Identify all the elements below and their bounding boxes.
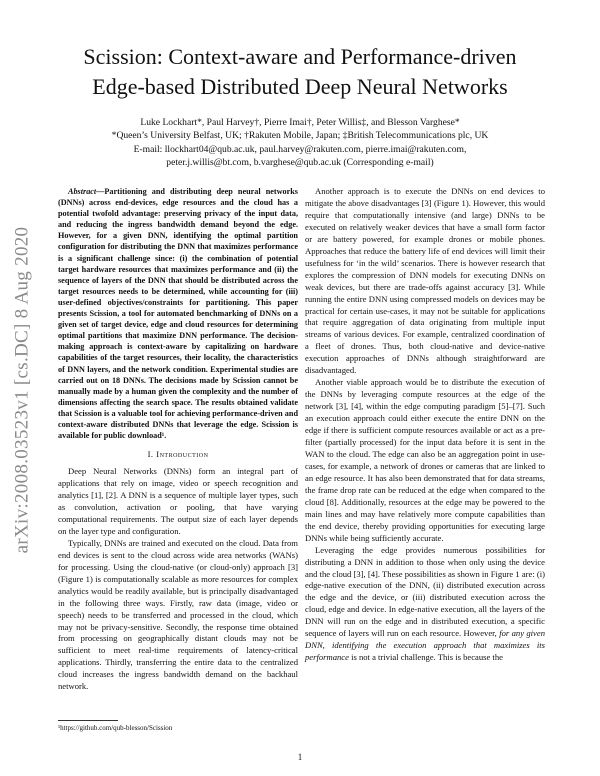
- right-paragraph-3-end: is not a trivial challenge. This is because the: [348, 652, 503, 663]
- intro-paragraph-1: Deep Neural Networks (DNNs) form an integral part of applications that rely on image, video or speech recognition and analytics [1], [2]. A DNN is a sequence of multiple layer types, such as convolution, activation or pooling, that have varying computational requirements. The output size of each layer depends on the layer type and configuration.: [58, 466, 298, 536]
- arxiv-identifier-stamp: [4, 190, 40, 590]
- right-paragraph-3-italic: for any given DNN, identifying the execution approach that maximizes its performance: [305, 628, 545, 663]
- left-column: [58, 186, 298, 693]
- author-names: Luke Lockhart*, Paul Harvey†, Pierre Imai†, Peter Willis‡, and Blesson Varghese*: [140, 117, 460, 128]
- right-paragraph-2: Another viable approach would be to distribute the execution of the DNNs by leveraging compute resources at the edge of the network [3], [4], within the edge computing paradigm [5]–[7]. Such an execution approach could either execute the entire DNN on the edge if there is sufficient compute resources available or act as a pre-filter (partially processed) for the input data before it is sent in the WAN to the cloud. The edge can also be an aggregation point in use-cases, for example, a network of drones or cameras that are linked to an edge resource. It has also been demonstrated that for data streams, the frame drop rate can be reduced at the edge when compared to the cloud [8]. Additionally, resources at the edge may be powered to the main lines and may have relatively more compute capabilities than the end device, thereby providing opportunities for executing large DNNs while being sufficiently accurate.: [305, 377, 545, 543]
- footnote: ¹https://github.com/qub-blesson/Scission: [58, 724, 173, 732]
- author-affiliations: *Queen’s University Belfast, UK; †Rakuten Mobile, Japan; ‡British Telecommunications plc, UK: [111, 130, 489, 142]
- abstract-lead: Abstract—: [68, 187, 105, 196]
- intro-paragraph-2: Typically, DNNs are trained and executed on the cloud. Data from end devices is sent to the cloud across wide area networks (WANs) for processing. Using the cloud-native (or cloud-only) approach [3] (Figure 1) is computationally scalable as more resources for complex analytics would be readily available, but is principally disadvantaged in the following three ways. Firstly, raw data (image, video or speech) needs to be transferred and processed in the cloud, which may not be privacy-sensitive. Secondly, the response time obtained from processing on geographically distant clouds may not be sufficient to meet real-time requirements of latency-critical applications. Thirdly, transferring the entire data to the centralized cloud increases the ingress bandwidth demand on the backhaul network.: [58, 537, 298, 692]
- paper-title: [40, 42, 560, 102]
- author-emails-line-1: E-mail: llockhart04@qub.ac.uk, paul.harvey@rakuten.com, pierre.imai@rakuten.com,: [133, 143, 467, 155]
- author-emails-line-2: peter.j.willis@bt.com, b.varghese@qub.ac.uk (Corresponding e-mail): [166, 157, 434, 169]
- right-column: [305, 186, 545, 664]
- abstract-body: Partitioning and distributing deep neural networks (DNNs) across end-devices, edge resources and the cloud has a potential twofold advantage: preserving privacy of the input data, and reducing the ingress bandwidth demand beyond the edge. However, for a given DNN, identifying the optimal partition configuration for distributing the DNN that maximizes performance is a significant challenge since: (i) the combination of potential target hardware resources that maximizes performance and (ii) the sequence of layers of the DNN that should be distributed across the target resources needs to be determined, while accounting for (iii) user-defined objectives/constraints for partitioning. This paper presents Scission, a tool for automated benchmarking of DNNs on a given set of target device, edge and cloud resources for determining optimal partitions that maximize DNN performance. The decision-making approach is context-aware by capitalizing on hardware capabilities of the target resources, their locality, the characteristics of DNN layers, and the network condition. Experimental studies are carried out on 18 DNNs. The decisions made by Scission cannot be manually made by a human given the complexity and the number of dimensions affecting the search space. The results obtained validate that Scission is a valuable tool for achieving performance-driven and context-aware distributed DNNs that leverage the edge. Scission is available for public download¹.: [58, 187, 298, 441]
- footnote-divider: [58, 720, 118, 721]
- title-line-2: Edge-based Distributed Deep Neural Networks: [92, 74, 508, 99]
- page-number: 1: [297, 752, 303, 762]
- right-paragraph-3: [305, 545, 545, 665]
- section-heading-introduction: I. Introduction: [147, 449, 209, 460]
- title-line-1: Scission: Context-aware and Performance-driven: [83, 44, 517, 69]
- right-paragraph-1: Another approach is to execute the DNNs on end devices to mitigate the above disadvantages [3] (Figure 1). However, this would require that computationally intensive (and large) DNNs to be executed on relatively weaker devices that have a small form factor or are battery powered, for example drones or mobile phones. Approaches that reduce the battery life of end devices will limit their usefulness for ‘in the wild’ scenarios. There is however research that explores the compression of DNN models for executing DNNs on weak devices, but there are trade-offs against accuracy [3]. While running the entire DNN using compressed models on devices may be practical for certain use-cases, it may not be suitable for applications that require aggregation of data originating from multiple input streams of various devices. For example, centralized coordination of a fleet of drones. Thus, both cloud-native and device-native execution approaches of DNNs although straightforward are disadvantaged.: [305, 186, 545, 376]
- abstract: [58, 186, 298, 441]
- author-block: [40, 116, 560, 170]
- arxiv-stamp-text: arXiv:2008.03523v1 [cs.DC] 8 Aug 2020: [11, 226, 32, 554]
- right-paragraph-3-text: Leveraging the edge provides numerous possibilities for distributing a DNN in addition to those when only using the device and the cloud [3], [4]. These possibilities as shown in Figure 1 are: (i) edge-native execution of the DNN, (ii) distributed execution across the edge and the device, or (iii) distributed execution across the cloud, edge and device. In edge-native execution, all the layers of the DNN will run on the edge and in distributed execution, a specific sequence of layers will run on each resource. However,: [305, 544, 545, 639]
